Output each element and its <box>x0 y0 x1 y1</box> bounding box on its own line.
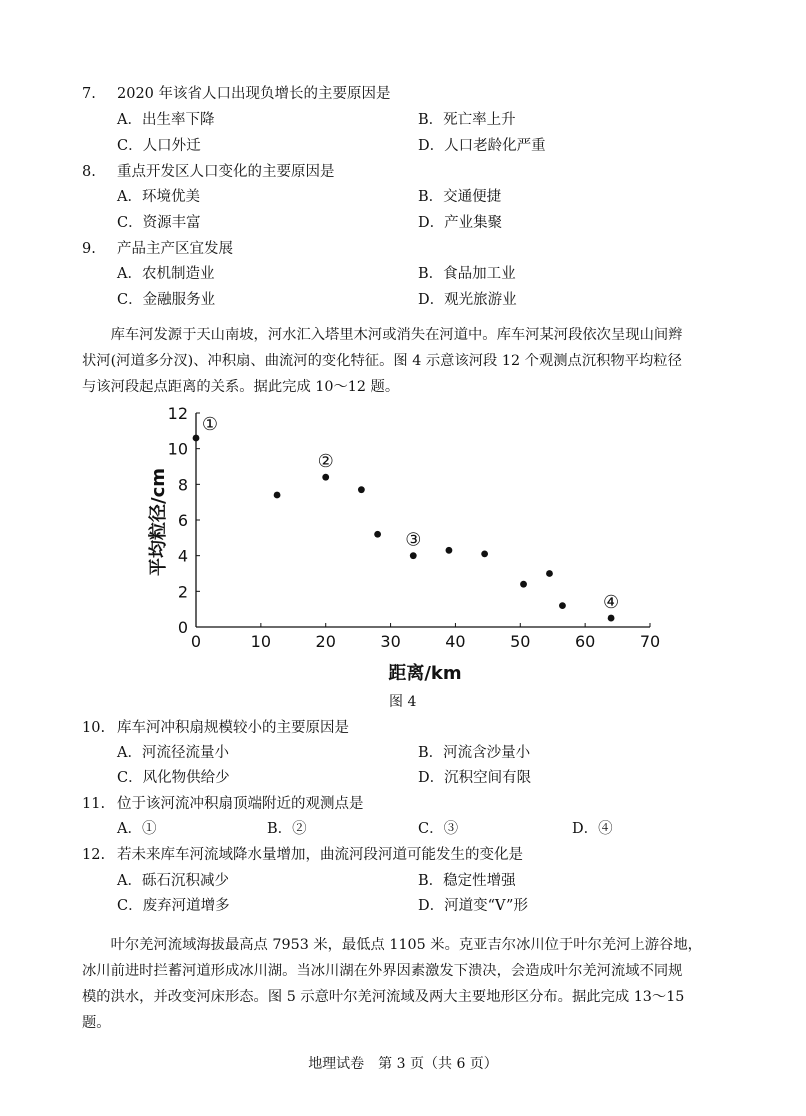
data-point <box>608 615 615 622</box>
passage-line: 冰川前进时拦蓄河道形成冰川湖。当冰川湖在外界因素激发下溃决，会造成叶尔羌河流域不同规 <box>82 963 683 979</box>
y-tick-label: 6 <box>177 511 188 530</box>
x-tick-label: 0 <box>190 632 202 651</box>
question-stem: 产品主产区宜发展 <box>117 241 233 257</box>
data-point <box>559 602 566 609</box>
data-point <box>481 550 488 557</box>
question-stem: 2020 年该省人口出现负增长的主要原因是 <box>117 86 391 102</box>
question-number: 10. <box>82 720 106 736</box>
y-axis-label: 平均粒径/cm <box>148 468 169 576</box>
x-tick-label: 20 <box>315 632 336 651</box>
option-d: D．④ <box>572 821 613 837</box>
x-tick-label: 50 <box>510 632 531 651</box>
question-number: 9. <box>82 241 96 257</box>
data-point <box>322 474 329 481</box>
option-b: B．交通便捷 <box>418 189 502 205</box>
option-c: C．金融服务业 <box>117 292 216 308</box>
option-d: D．河道变“V”形 <box>418 898 528 914</box>
option-c: C．③ <box>418 821 459 837</box>
question-number: 12. <box>82 847 106 863</box>
x-tick-label: 30 <box>380 632 401 651</box>
y-tick-label: 0 <box>177 618 188 637</box>
x-tick-label: 60 <box>574 632 596 651</box>
x-tick-label: 10 <box>250 632 272 651</box>
passage-line: 状河(河道多分汊)、冲积扇、曲流河的变化特征。图 4 示意该河段 12 个观测点沉积物平均粒径 <box>82 353 682 369</box>
x-tick-label: 40 <box>445 632 466 651</box>
option-c: C．风化物供给少 <box>117 770 230 786</box>
y-tick-label: 2 <box>177 582 188 602</box>
point-label: ② <box>317 451 334 473</box>
point-label: ① <box>201 413 219 435</box>
y-tick-label: 12 <box>167 404 188 423</box>
question-number: 11. <box>82 796 106 812</box>
option-d: D．沉积空间有限 <box>418 770 532 786</box>
data-point <box>546 570 553 577</box>
x-axis-label: 距离/km <box>388 663 462 684</box>
passage-line: 库车河发源于天山南坡，河水汇入塔里木河或消失在河道中。库车河某河段依次呈现山间辫 <box>82 327 683 343</box>
data-point <box>410 552 417 559</box>
data-point <box>358 486 365 493</box>
option-a: A．砾石沉积减少 <box>117 873 229 889</box>
question-stem: 位于该河流冲积扇顶端附近的观测点是 <box>117 796 364 812</box>
passage-line: 题。 <box>82 1015 111 1031</box>
option-c: C．废弃河道增多 <box>117 898 230 914</box>
page-footer: 地理试卷 第 3 页（共 6 页） <box>308 1056 498 1072</box>
option-b: B．河流含沙量小 <box>418 745 531 761</box>
data-point <box>446 547 453 554</box>
data-point <box>520 581 527 588</box>
passage-line: 叶尔羌河流域海拔最高点 7953 米，最低点 1105 米。克亚吉尔冰川位于叶尔羌河上游谷地， <box>82 937 702 953</box>
figure-4-chart <box>140 398 680 688</box>
option-a: A．农机制造业 <box>117 266 215 282</box>
scatter-chart <box>140 398 680 688</box>
passage-line: 模的洪水，并改变河床形态。图 5 示意叶尔羌河流域及两大主要地形区分布。据此完成 13～15 <box>82 989 685 1005</box>
option-d: D．人口老龄化严重 <box>418 138 546 154</box>
option-a: A．环境优美 <box>117 189 200 205</box>
figure-caption: 图 4 <box>389 694 417 710</box>
question-number: 8. <box>82 164 96 180</box>
question-stem: 重点开发区人口变化的主要原因是 <box>117 164 335 180</box>
option-b: B．稳定性增强 <box>418 873 516 889</box>
option-d: D．产业集聚 <box>418 215 503 231</box>
y-tick-label: 8 <box>177 475 188 495</box>
y-tick-label: 4 <box>177 546 188 566</box>
option-c: C．人口外迁 <box>117 138 201 154</box>
option-a: A．① <box>117 821 157 837</box>
option-c: C．资源丰富 <box>117 215 201 231</box>
option-d: D．观光旅游业 <box>418 292 517 308</box>
option-b: B．死亡率上升 <box>418 112 516 128</box>
option-b: B．食品加工业 <box>418 266 516 282</box>
question-number: 7. <box>82 86 96 102</box>
option-a: A．出生率下降 <box>117 112 215 128</box>
data-point <box>193 435 200 442</box>
option-a: A．河流径流量小 <box>117 745 229 761</box>
point-label: ③ <box>405 529 422 551</box>
question-stem: 若未来库车河流域降水量增加，曲流河段河道可能发生的变化是 <box>117 847 523 863</box>
point-label: ④ <box>603 592 620 614</box>
data-point <box>274 492 281 499</box>
y-tick-label: 10 <box>167 439 188 459</box>
x-tick-label: 70 <box>639 632 661 651</box>
question-stem: 库车河冲积扇规模较小的主要原因是 <box>117 720 349 736</box>
data-point <box>374 531 381 538</box>
option-b: B．② <box>267 821 307 837</box>
passage-line: 与该河段起点距离的关系。据此完成 10～12 题。 <box>82 379 400 395</box>
